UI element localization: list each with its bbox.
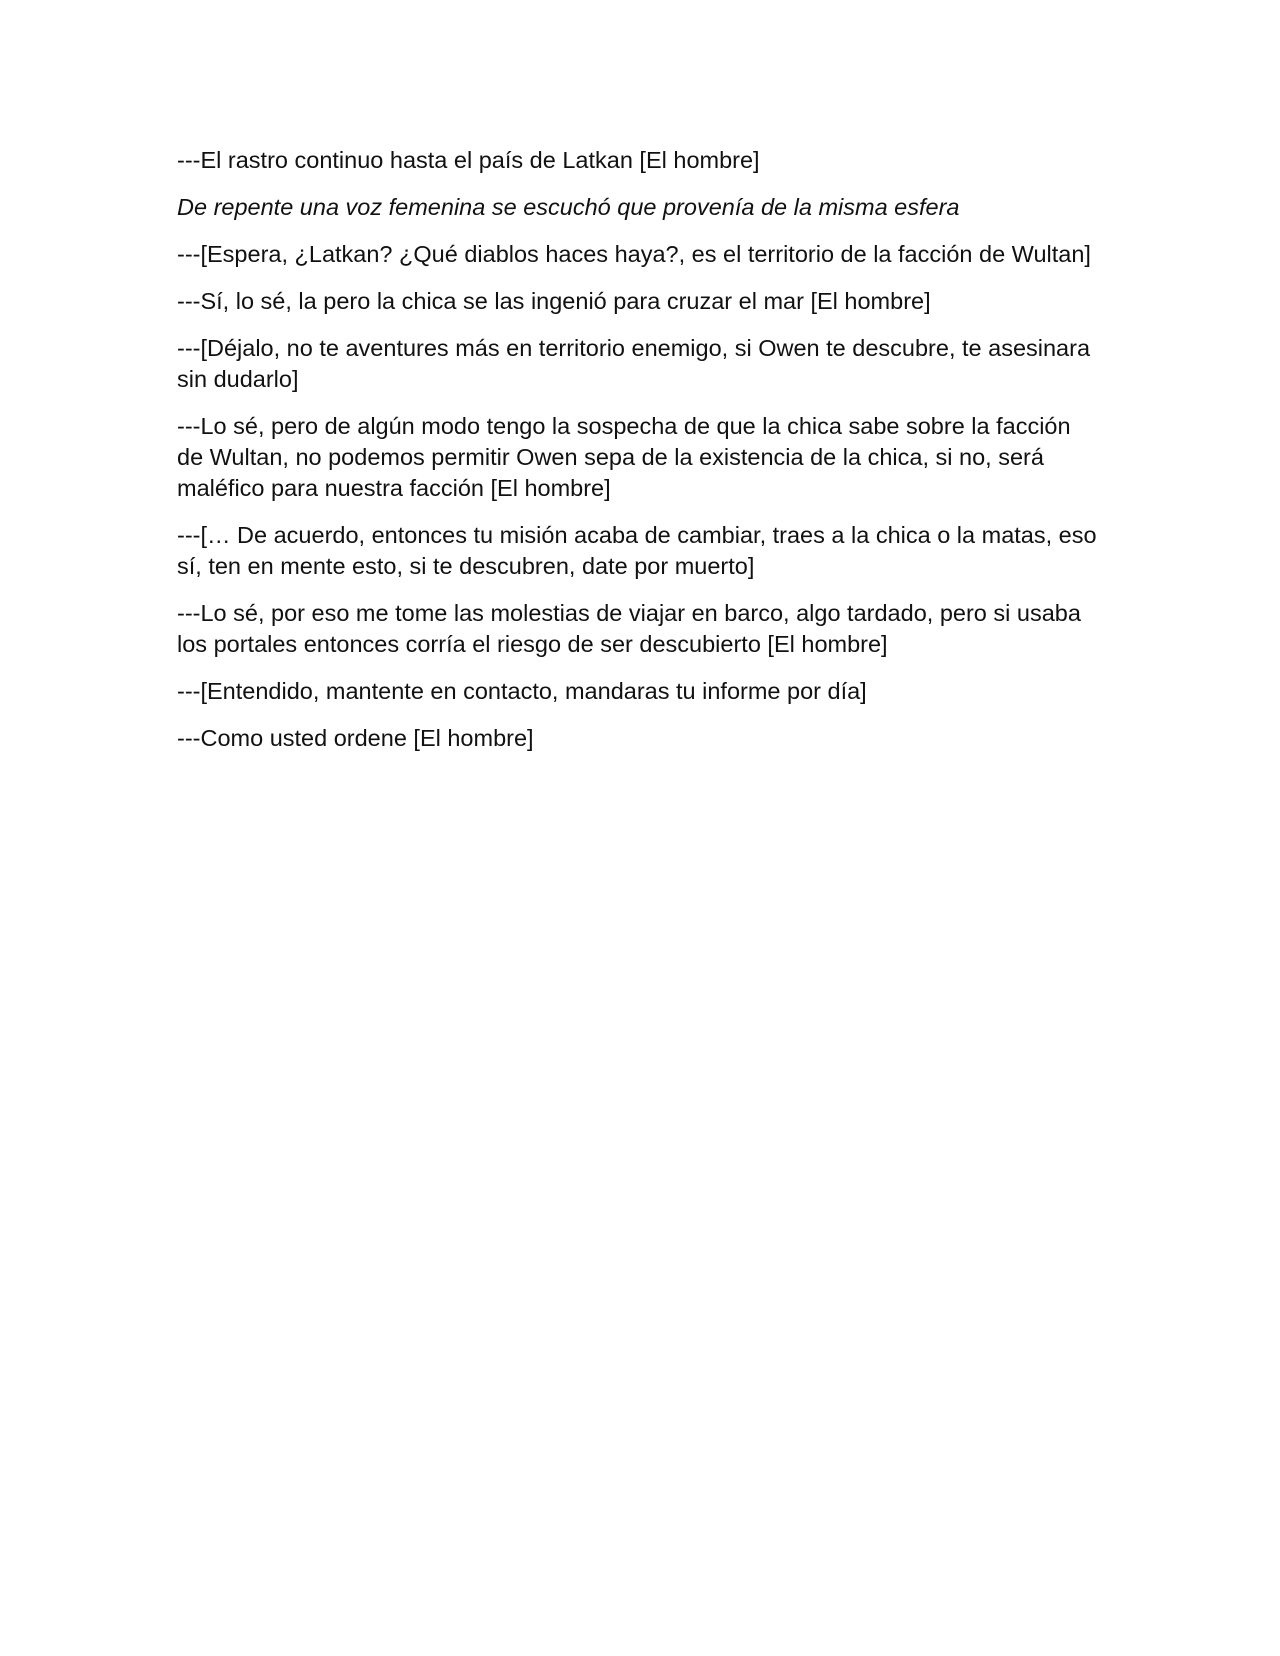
paragraph-3: ---[Espera, ¿Latkan? ¿Qué diablos haces haya?, es el territorio de la facción de Wultan]: [177, 241, 1091, 267]
paragraph-5: ---[Déjalo, no te aventures más en territorio enemigo, si Owen te descubre, te asesinara sin dudarlo]: [177, 335, 1091, 392]
paragraph-8: ---Lo sé, por eso me tome las molestias de viajar en barco, algo tardado, pero si usaba los portales entonces corría el riesgo de ser descubierto [El hombre]: [177, 600, 1081, 657]
document-body: [177, 145, 1097, 770]
paragraph-7: ---[… De acuerdo, entonces tu misión acaba de cambiar, traes a la chica o la matas, eso sí, ten en mente esto, si te descubren, date por muerto]: [177, 522, 1097, 579]
paragraph-10: ---Como usted ordene [El hombre]: [177, 725, 534, 751]
paragraph-6: ---Lo sé, pero de algún modo tengo la sospecha de que la chica sabe sobre la facción de Wultan, no podemos permitir Owen sepa de la existencia de la chica, si no, será maléfico para nuestra facción [El hombre]: [177, 413, 1071, 501]
paragraph-4: ---Sí, lo sé, la pero la chica se las ingenió para cruzar el mar [El hombre]: [177, 288, 931, 314]
paragraph-2-narration: De repente una voz femenina se escuchó que provenía de la misma esfera: [177, 194, 960, 220]
paragraph-9: ---[Entendido, mantente en contacto, mandaras tu informe por día]: [177, 678, 867, 704]
paragraph-1: ---El rastro continuo hasta el país de Latkan [El hombre]: [177, 147, 760, 173]
